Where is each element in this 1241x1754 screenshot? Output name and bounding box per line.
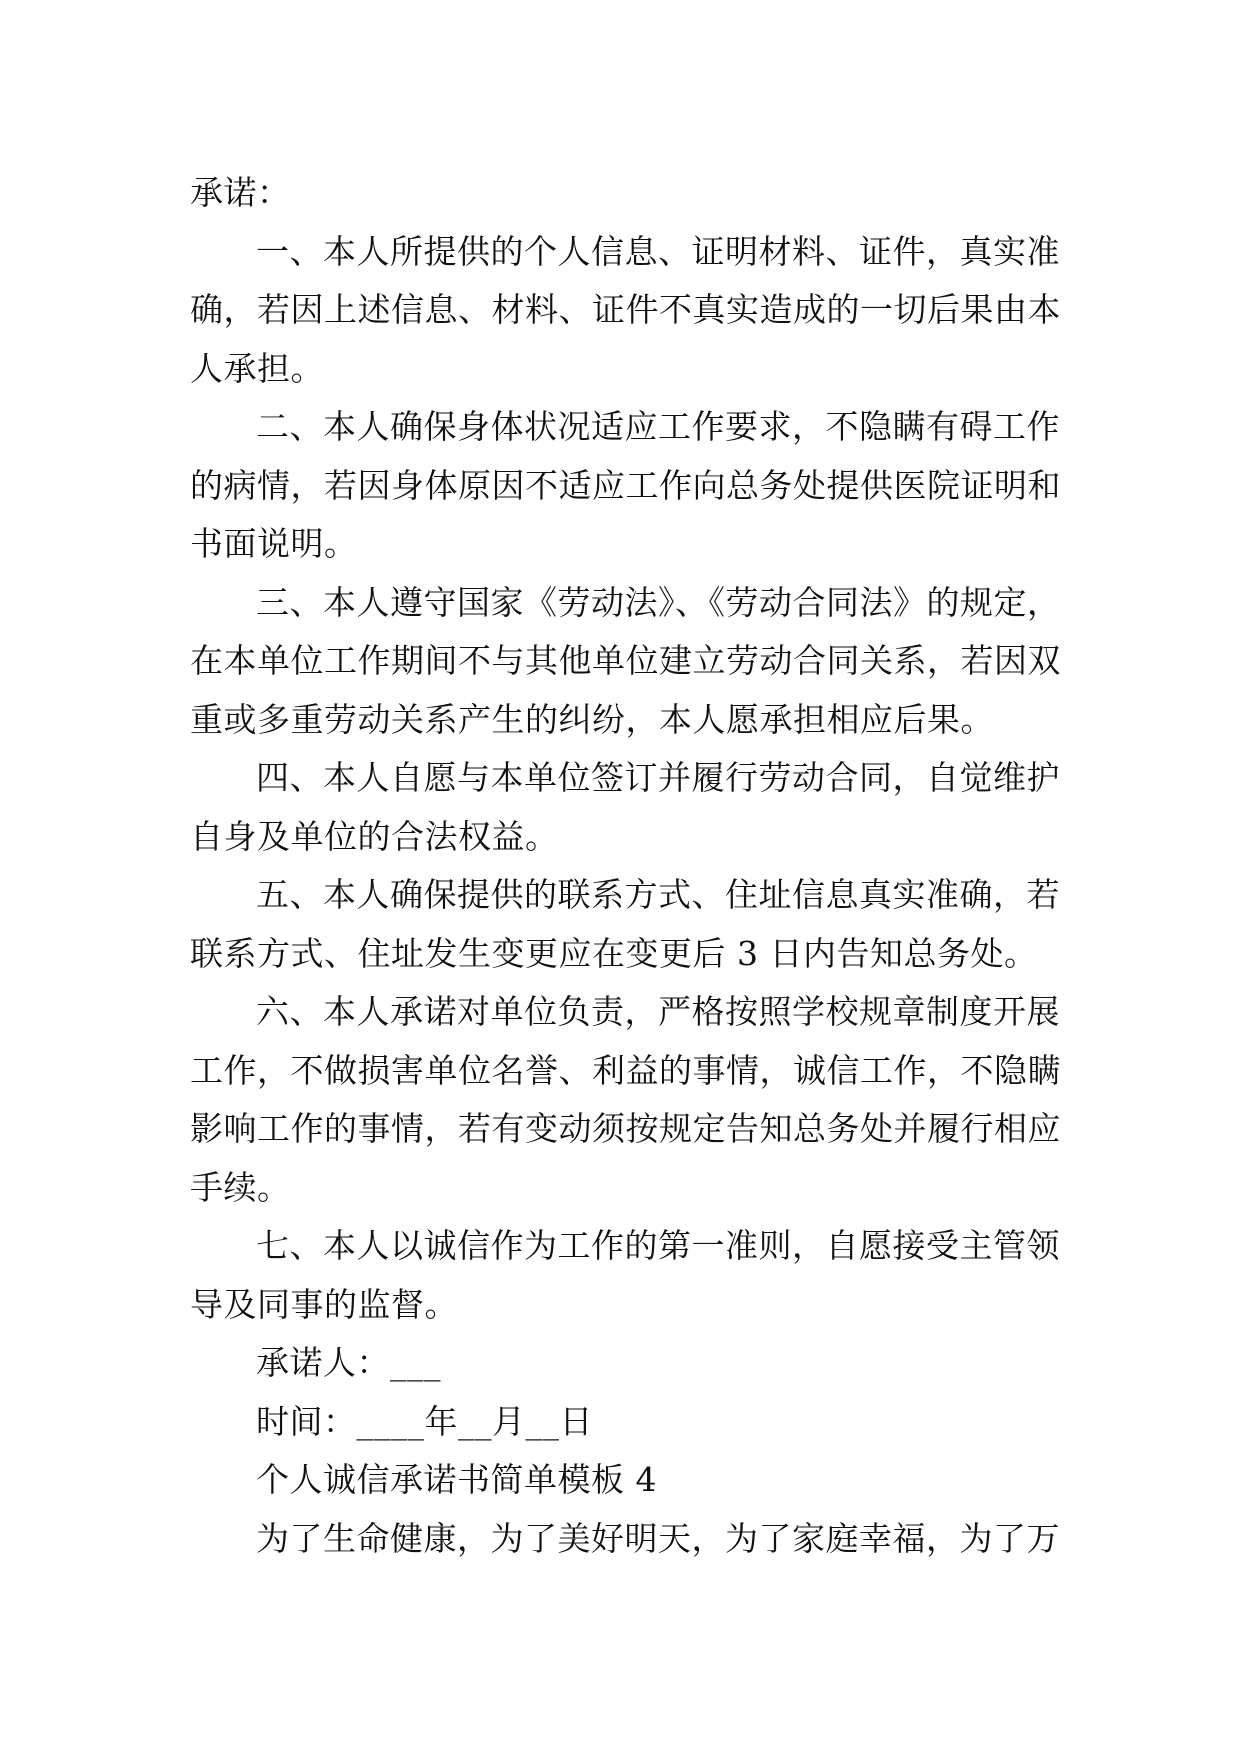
clause-4 (190, 749, 1060, 866)
clause-line: 七、本人以诚信作为工作的第一准则，自愿接受主管领 (256, 1226, 1060, 1265)
clause-line: 一、本人所提供的个人信息、证明材料、证件，真实准 (256, 231, 1060, 271)
clause-line: 五、本人确保提供的联系方式、住址信息真实准确，若 (256, 875, 1060, 914)
clause-5 (190, 866, 1060, 983)
clause-line: 四、本人自愿与本单位签订并履行劳动合同，自觉维护 (256, 758, 1060, 797)
clause-6 (190, 983, 1060, 1217)
clause-line: 工作，不做损害单位名誉、利益的事情，诚信工作，不隐瞒 (190, 1050, 1061, 1090)
document-page (190, 164, 1060, 1568)
next-section-first-line: 为了生命健康，为了美好明天，为了家庭幸福，为了万 (256, 1518, 1060, 1558)
clause-line: 在本单位工作期间不与其他单位建立劳动合同关系，若因双 (190, 641, 1061, 680)
clause-line: 人承担。 (190, 348, 324, 388)
clause-2 (190, 398, 1060, 574)
clause-line: 影响工作的事情，若有变动须按规定告知总务处并履行相应 (190, 1109, 1061, 1148)
clause-7 (190, 1217, 1060, 1334)
clause-line: 确，若因上述信息、材料、证件不真实造成的一切后果由本 (190, 290, 1061, 329)
clause-3 (190, 574, 1060, 750)
clause-line: 书面说明。 (190, 524, 358, 563)
clause-line: 联系方式、住址发生变更应在变更后 3 日内告知总务处。 (190, 933, 1038, 973)
signatory-line: 承诺人：___ (256, 1343, 441, 1382)
clause-line: 的病情，若因身体原因不适应工作向总务处提供医院证明和 (190, 465, 1061, 505)
clause-line: 导及同事的监督。 (190, 1284, 458, 1324)
clause-line: 二、本人确保身体状况适应工作要求，不隐瞒有碍工作 (256, 407, 1060, 446)
clause-1 (190, 223, 1060, 399)
date-line: 时间：____年__月__日 (256, 1401, 593, 1441)
clause-line: 自身及单位的合法权益。 (190, 816, 559, 856)
clause-line: 三、本人遵守国家《劳动法》、《劳动合同法》的规定， (256, 582, 1061, 622)
clause-line: 六、本人承诺对单位负责，严格按照学校规章制度开展 (256, 992, 1060, 1031)
heading: 承诺： (190, 173, 291, 212)
section-title: 个人诚信承诺书简单模板 4 (256, 1460, 657, 1499)
clause-line: 重或多重劳动关系产生的纠纷，本人愿承担相应后果。 (190, 699, 994, 739)
clause-line: 手续。 (190, 1167, 291, 1207)
